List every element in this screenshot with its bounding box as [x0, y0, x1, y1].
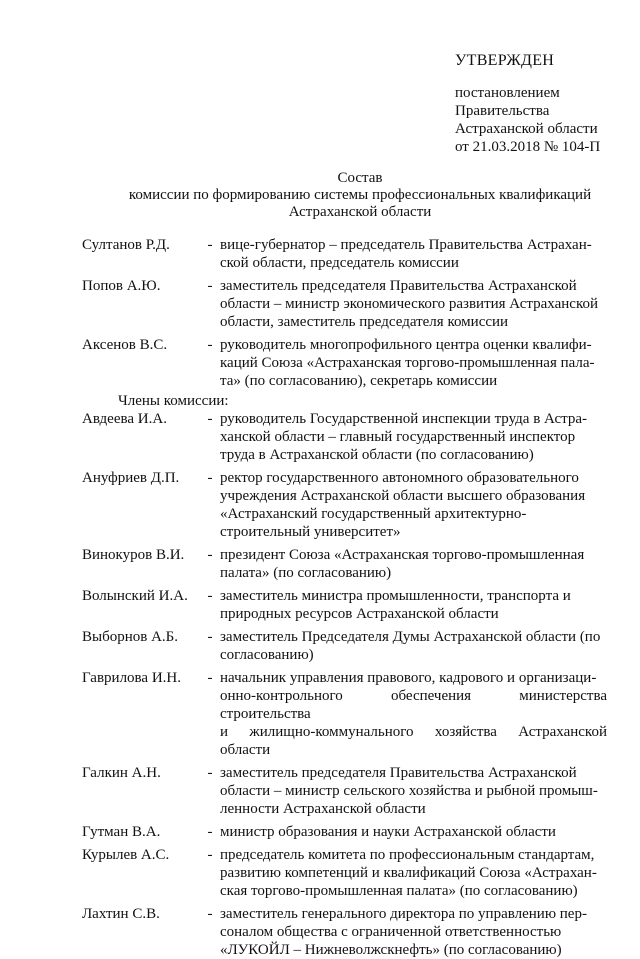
- position-line: согласованию): [220, 647, 314, 663]
- position-line: заместитель министра промышленности, транспорта и: [220, 588, 571, 604]
- members-label: Члены комиссии:: [118, 393, 229, 409]
- person-name: Волынский И.А.: [82, 588, 188, 604]
- roster-row: [82, 410, 607, 464]
- dash-separator: -: [207, 588, 213, 604]
- approval-title: УТВЕРЖДЕН: [455, 52, 555, 69]
- person-position: [220, 277, 607, 331]
- person-position: [220, 764, 607, 818]
- roster-row: [82, 905, 607, 959]
- heading-subtitle-line: комиссии по формированию системы профессиональных квалификаций: [128, 187, 592, 203]
- roster-row: [82, 764, 607, 818]
- position-line: каций Союза «Астраханская торгово-промышленная пала-: [220, 355, 595, 371]
- heading-title: Состав: [337, 170, 383, 186]
- position-line: председатель комитета по профессиональным стандартам,: [220, 847, 595, 863]
- roster-row: [82, 823, 607, 841]
- heading-subtitle-line: Астраханской области: [288, 204, 432, 220]
- document-heading: [60, 170, 640, 221]
- position-line: и жилищно-коммунального хозяйства Астраханской области: [220, 724, 607, 758]
- roster-row: [82, 236, 607, 272]
- person-name: Гаврилова И.Н.: [82, 670, 182, 686]
- person-name: Курылев А.С.: [82, 847, 170, 863]
- person-name: Ануфриев Д.П.: [82, 470, 180, 486]
- position-line: президент Союза «Астраханская торгово-промышленная: [220, 547, 585, 563]
- position-line: соналом общества с ограниченной ответственностью: [220, 924, 562, 940]
- person-position: [220, 410, 607, 464]
- roster-row: [82, 469, 607, 541]
- person-name: Попов А.Ю.: [82, 278, 161, 294]
- position-line: «Астраханский государственный архитектурно-: [220, 506, 527, 522]
- person-position: [220, 669, 607, 759]
- position-line: ленности Астраханской области: [220, 801, 426, 817]
- roster-row: [82, 546, 607, 582]
- position-line: руководитель Государственной инспекции труда в Астра-: [220, 411, 588, 427]
- position-line: области – министр экономического развития Астраханской: [220, 296, 599, 312]
- position-line: заместитель Председателя Думы Астраханской области (по: [220, 629, 601, 645]
- roster-row: [82, 336, 607, 390]
- person-name: Лахтин С.В.: [82, 906, 160, 922]
- position-line: заместитель генерального директора по управлению пер-: [220, 906, 587, 922]
- person-name: Выборнов А.Б.: [82, 629, 179, 645]
- position-line: та» (по согласованию), секретарь комиссии: [220, 373, 498, 389]
- person-name: Галкин А.Н.: [82, 765, 161, 781]
- person-position: [220, 587, 607, 623]
- position-line: строительный университет»: [220, 524, 401, 540]
- person-position: [220, 628, 607, 664]
- person-name: Винокуров В.И.: [82, 547, 185, 563]
- position-line: ская торгово-промышленная палата» (по согласованию): [220, 883, 578, 899]
- roster-row: [82, 669, 607, 759]
- position-line: онно-контрольного обеспечения министерства строительства: [220, 688, 607, 722]
- dash-separator: -: [207, 237, 213, 253]
- position-line: природных ресурсов Астраханской области: [220, 606, 499, 622]
- position-line: вице-губернатор – председатель Правительства Астрахан-: [220, 237, 592, 253]
- position-line: ской области, председатель комиссии: [220, 255, 459, 271]
- roster-row: [82, 846, 607, 900]
- person-position: [220, 823, 607, 841]
- dash-separator: -: [207, 847, 213, 863]
- person-name: Гутман В.А.: [82, 824, 161, 840]
- roster-row: [82, 587, 607, 623]
- position-line: руководитель многопрофильного центра оценки квалифи-: [220, 337, 592, 353]
- position-line: развитию компетенций и квалификаций Союза «Астрахан-: [220, 865, 597, 881]
- position-line: министр образования и науки Астраханской области: [220, 824, 556, 840]
- dash-separator: -: [207, 906, 213, 922]
- approval-line: постановлением: [455, 85, 560, 101]
- dash-separator: -: [207, 670, 213, 686]
- position-line: заместитель председателя Правительства Астраханской: [220, 765, 577, 781]
- position-line: ректор государственного автономного образовательного: [220, 470, 579, 486]
- approval-lines: [455, 84, 600, 156]
- person-position: [220, 846, 607, 900]
- person-name: Авдеева И.А.: [82, 411, 167, 427]
- person-position: [220, 236, 607, 272]
- dash-separator: -: [207, 411, 213, 427]
- dash-separator: -: [207, 470, 213, 486]
- dash-separator: -: [207, 337, 213, 353]
- position-line: учреждения Астраханской области высшего образования: [220, 488, 586, 504]
- person-position: [220, 469, 607, 541]
- position-line: труда в Астраханской области (по согласованию): [220, 447, 534, 463]
- roster-row: [82, 277, 607, 331]
- dash-separator: -: [207, 765, 213, 781]
- dash-separator: -: [207, 824, 213, 840]
- position-line: палата» (по согласованию): [220, 565, 392, 581]
- approval-line: от 21.03.2018 № 104-П: [455, 139, 601, 155]
- person-name: Аксенов В.С.: [82, 337, 168, 353]
- position-line: области – министр сельского хозяйства и рыбной промыш-: [220, 783, 598, 799]
- person-name: Султанов Р.Д.: [82, 237, 170, 253]
- person-position: [220, 905, 607, 959]
- position-line: области, заместитель председателя комиссии: [220, 314, 509, 330]
- position-line: начальник управления правового, кадрового и организаци-: [220, 670, 597, 686]
- person-position: [220, 546, 607, 582]
- person-position: [220, 336, 607, 390]
- approval-line: Правительства: [455, 103, 550, 119]
- position-line: заместитель председателя Правительства Астраханской: [220, 278, 577, 294]
- approval-line: Астраханской области: [455, 121, 598, 137]
- roster-row: [82, 628, 607, 664]
- dash-separator: -: [207, 629, 213, 645]
- position-line: «ЛУКОЙЛ – Нижневолжскнефть» (по согласованию): [220, 942, 562, 958]
- dash-separator: -: [207, 278, 213, 294]
- position-line: ханской области – главный государственный инспектор: [220, 429, 576, 445]
- approval-block: [455, 52, 600, 156]
- commission-roster: [82, 236, 607, 959]
- dash-separator: -: [207, 547, 213, 563]
